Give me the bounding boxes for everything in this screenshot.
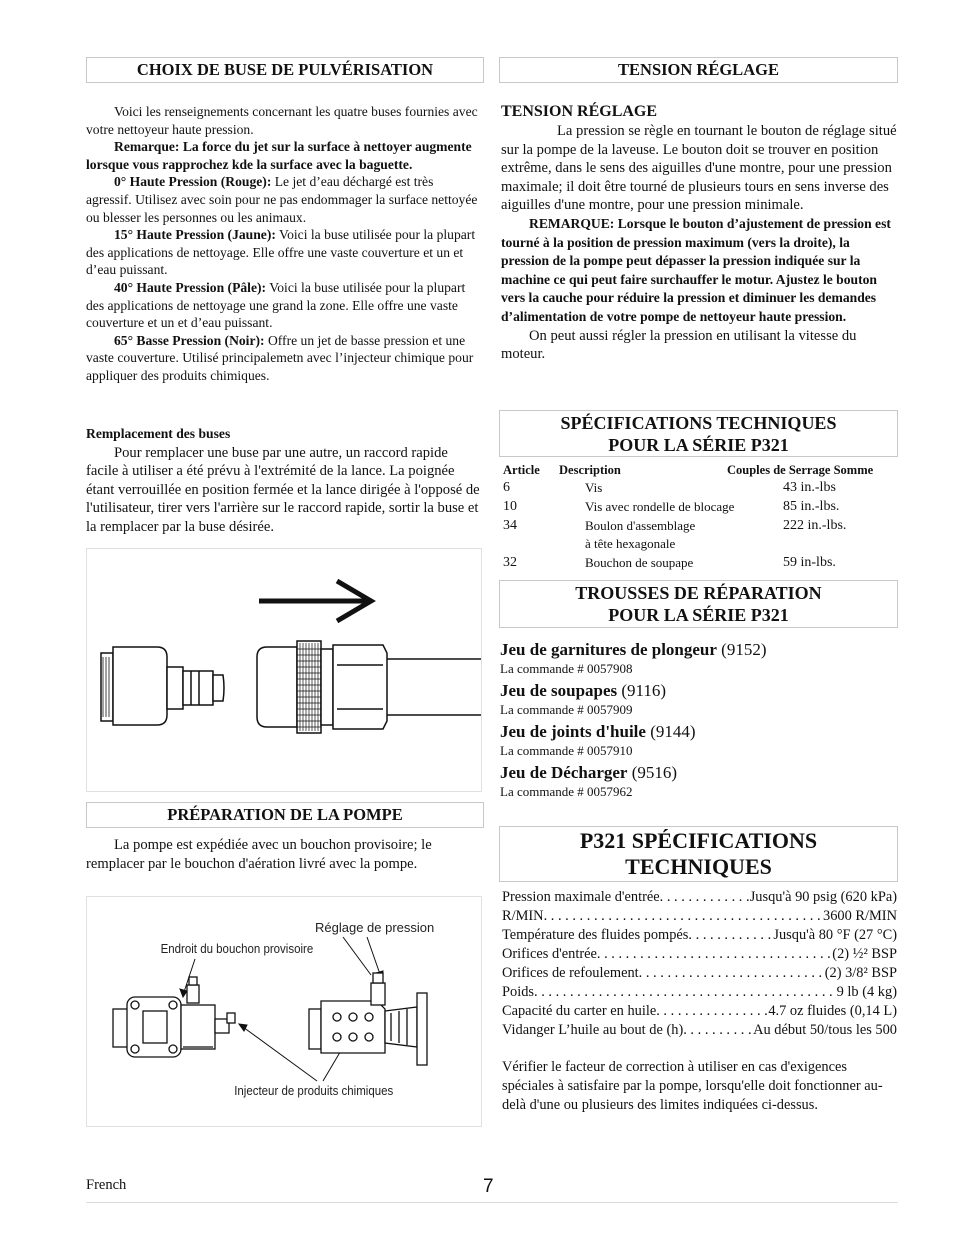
- direction-arrow-icon: [259, 581, 371, 621]
- footer-language: French: [86, 1177, 127, 1193]
- pump-figure: [86, 896, 482, 1127]
- repair-kits-list: [500, 640, 898, 804]
- tension-speed-text: On peut aussi régler la pression en utilisant la vitesse du moteur.: [501, 327, 857, 363]
- spec-line: Poids . . . 9 lb (4 kg): [502, 983, 897, 1002]
- nozzle-coupler-figure: [86, 548, 482, 792]
- tension-section-body: [501, 102, 897, 364]
- pump-drawing: [87, 897, 481, 1126]
- nozzle-section-body: [86, 103, 482, 385]
- p321-title-line-2: TECHNIQUES: [625, 854, 772, 879]
- table-row: 32 Bouchon de soupape 59 in-lbs.: [503, 555, 836, 570]
- pressure-adjust-label: Réglage de pression: [315, 920, 435, 935]
- spec-title-line-2: POUR LA SÉRIE P321: [608, 435, 789, 455]
- page-number: 7: [483, 1176, 494, 1197]
- kit-item: Jeu de Décharger (9516): [500, 763, 678, 782]
- pump-section-title: PRÉPARATION DE LA POMPE: [86, 802, 484, 828]
- spec-note: Vérifier le facteur de correction à utiliser en cas d'exigences spéciales à satisfaire par la pompe, lorsqu'elle doit fonctionner au-delà d'une ou plusieurs des limites indiquées ci-dessus.: [502, 1059, 883, 1113]
- spec-line: Température des fluides pompés . . . Jusqu'à 80 °F (27 °C): [502, 926, 897, 945]
- table-header-article: Article: [503, 463, 540, 477]
- nozzle-40-desc: 40° Haute Pression (Pâle): Voici la buse utilisée pour la plupart des applications de nettoyage une grand la zone. Elle offre une vaste couverture et un et d’eau puissant.: [86, 279, 466, 331]
- nozzle-65-desc: 65° Basse Pression (Noir): Offre un jet de basse pression et une vaste couverture. Utilisé principalemetn avec l’injecteur chimique pour appliquer des produits chimiques.: [86, 332, 474, 383]
- footer-divider: [86, 1202, 898, 1203]
- tension-heading: TENSION RÉGLAGE: [501, 103, 658, 120]
- spec-section-title: [499, 410, 898, 457]
- pump-section-body: [86, 836, 482, 873]
- kit-item: Jeu de soupapes (9116): [500, 681, 667, 700]
- tension-remark: REMARQUE: Lorsque le bouton d’ajustement de pression est tourné à la position de pression maximum (vers la droite), la pression de la pompe peut dépasser la pression indiquée sur la machine ce qui peut faire surchauffer le motur. Ajustez le bouton vers la cauche pour réduire la pression et diminuer les demandes d’alimentation de votre pompe de nettoyeur haute pression.: [501, 215, 891, 324]
- quick-coupler-icon: [257, 641, 481, 733]
- spec-line: Capacité du carter en huile . . . 4.7 oz fluides (0,14 L): [502, 1002, 897, 1021]
- spec-line: Pression maximale d'entrée . . . Jusqu'à 90 psig (620 kPa): [502, 888, 897, 907]
- pump-side-view-icon: [309, 973, 427, 1065]
- nozzle-icon: [101, 647, 224, 725]
- kit-order-number: La commande # 0057910: [500, 743, 633, 758]
- table-row: 34 Boulon d'assemblage à tête hexagonale 222 in.-lbs.: [503, 518, 847, 551]
- chemical-injector-label: Injecteur de produits chimiques: [234, 1083, 394, 1099]
- nozzle-0-desc: 0° Haute Pression (Rouge): Le jet d’eau déchargé est très agressif. Utilisez avec soin pour ne pas endommager la surface nettoyée ou blesser les personnes ou les animaux.: [86, 174, 478, 225]
- nozzle-coupler-drawing: [87, 549, 481, 791]
- tension-section-title: TENSION RÉGLAGE: [499, 57, 898, 83]
- p321-spec-title: [499, 826, 898, 882]
- replace-heading: Remplacement des buses: [86, 426, 231, 441]
- spec-line: R/MIN . . . 3600 R/MIN: [502, 907, 897, 926]
- table-header-description: Description: [559, 463, 621, 477]
- pump-text: La pompe est expédiée avec un bouchon provisoire; le remplacer par le bouchon d'aération livré avec la pompe.: [86, 837, 432, 872]
- p321-title-line-1: P321 SPÉCIFICATIONS: [579, 828, 818, 853]
- tension-text: La pression se règle en tournant le bouton de réglage situé sur la pompe de la laveuse. Le bouton doit se trouver en position extrême, dans le sens des aiguilles d'une montre, pour une pression maximale; il doit être tourné de plusieurs tours en sens inverse des aiguilles d'une montre, pour une pression minimale.: [501, 123, 897, 214]
- replace-text: Pour remplacer une buse par une autre, un raccord rapide facile à utiliser a été prévu à l'extrémité de la lance. La poignée étant verrouillée en position fermée et la lance dirigée à l'opposé de l'utilisateur, tirer vers l'arrière sur le raccord rapide, sortir la buse et la remplacer par la buse désirée.: [86, 444, 480, 535]
- spec-line: Vidanger L’huile au bout de (h) . . . Au début 50/tous les 500: [502, 1021, 897, 1040]
- repair-kits-title: [499, 580, 898, 628]
- spec-title-line-1: SPÉCIFICATIONS TECHNIQUES: [560, 413, 837, 433]
- p321-spec-list: [502, 888, 897, 1129]
- kit-order-number: La commande # 0057909: [500, 702, 633, 717]
- pump-front-view-icon: [113, 977, 235, 1057]
- plug-location-label: Endroit du bouchon provisoire: [160, 941, 314, 957]
- nozzle-remark: Remarque: La force du jet sur la surface à nettoyer augmente lorsque vous rapprochez kde la surface avec la baguette.: [86, 139, 472, 172]
- nozzle-intro: Voici les renseignements concernant les quatre buses fournies avec votre nettoyeur haute pression.: [86, 104, 478, 137]
- repair-title-line-1: TROUSSES DE RÉPARATION: [575, 583, 822, 603]
- nozzle-15-desc: 15° Haute Pression (Jaune): Voici la buse utilisée pour la plupart des applications de nettoyage. Elle offre une vaste couverture et un et d’eau puissant.: [86, 227, 476, 278]
- spec-line: Orifices d'entrée . . . (2) ½² BSP: [502, 945, 897, 964]
- spec-line: Orifices de refoulement . . . (2) 3/8² BSP: [502, 964, 897, 983]
- repair-title-line-2: POUR LA SÉRIE P321: [608, 605, 789, 625]
- table-row: 6 Vis 43 in.-lbs: [503, 480, 836, 495]
- torque-table: [503, 461, 898, 573]
- nozzle-section-title: CHOIX DE BUSE DE PULVÉRISATION: [86, 57, 484, 83]
- kit-order-number: La commande # 0057908: [500, 661, 633, 676]
- kit-item: Jeu de joints d'huile (9144): [500, 722, 696, 741]
- table-row: 10 Vis avec rondelle de blocage 85 in.-lbs.: [503, 499, 840, 514]
- replace-section: [86, 425, 482, 537]
- table-header-torque: Couples de Serrage Somme: [727, 463, 874, 477]
- kit-item: Jeu de garnitures de plongeur (9152): [500, 640, 767, 659]
- kit-order-number: La commande # 0057962: [500, 784, 633, 799]
